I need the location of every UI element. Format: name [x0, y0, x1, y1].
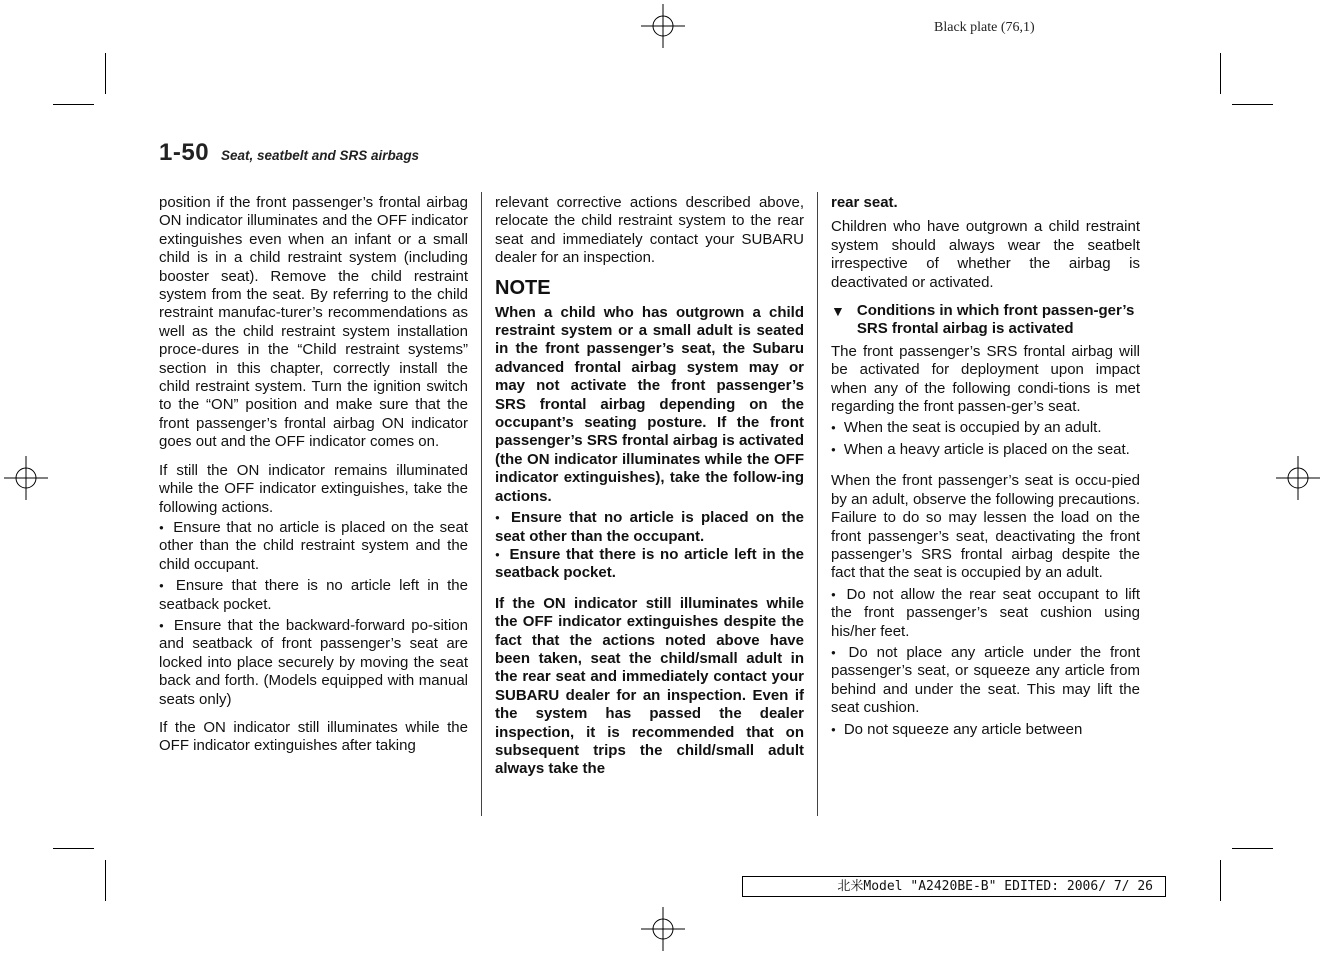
bullet-item: ● Ensure that there is no article left in the seatback pocket. [159, 577, 468, 614]
page-number: 1-50 [159, 139, 210, 166]
edition-footer: 北米Model "A2420BE-B" EDITED: 2006/ 7/ 26 [742, 876, 1166, 897]
paragraph: Children who have outgrown a child restraint system should always wear the seatbelt irrespective of whether the airbag is deactivated or activated. [831, 218, 1140, 291]
triangle-down-icon: ▼ [831, 303, 845, 320]
bullet-item: ● When the seat is occupied by an adult. [831, 419, 1140, 437]
note-bullet-item: ● Ensure that there is no article left in the seatback pocket. [495, 546, 804, 583]
crop-mark [105, 860, 106, 901]
crop-mark [1232, 104, 1273, 105]
bullet-item: ● Do not squeeze any article between [831, 721, 1140, 739]
crop-mark [1220, 860, 1221, 901]
bullet-item: ● When a heavy article is placed on the seat. [831, 441, 1140, 459]
registration-mark-top [641, 4, 685, 48]
column-2 [495, 194, 804, 779]
registration-mark-bottom [641, 907, 685, 951]
subsection-heading-text: Conditions in which front passen-ger’s SRS frontal airbag is activated [856, 302, 1135, 338]
subsection-heading [831, 302, 1140, 339]
plate-label: Black plate (76,1) [934, 20, 1035, 35]
crop-mark [105, 53, 106, 94]
note-paragraph: When a child who has outgrown a child restraint system or a small adult is seated in the front passenger’s seat, the Subaru advanced frontal airbag system may or may not activate the front passenger’s SRS frontal airbag depending on the occupant’s seating posture. If the front passenger’s SRS frontal airbag is activated (the ON indicator illuminates while the OFF indicator extinguishes), take the follow-ing actions. [495, 303, 804, 505]
bullet-item: ● Do not place any article under the front passenger’s seat, or squeeze any article from behind and under the seat. This may lift the seat cushion. [831, 644, 1140, 718]
paragraph: position if the front passenger’s frontal airbag ON indicator illuminates and the OFF indicator extinguishes even when an infant or a small child is in a child restraint system (including booster seat). Remove the child restraint system from the seat. By referring to the child restraint manufac-turer’s recommendations as well as the child restraint system installation proce-dures in the “Child restraint systems” section in this chapter, correctly install the child restraint system. Turn the ignition switch to the “ON” position and make sure that the front passenger’s frontal airbag ON indicator goes out and the OFF indicator comes on. [159, 194, 468, 451]
column-divider [481, 192, 482, 816]
crop-mark [53, 104, 94, 105]
note-heading: NOTE [495, 276, 551, 299]
paragraph: If the ON indicator still illuminates while the OFF indicator extinguishes after taking [159, 718, 468, 755]
paragraph: relevant corrective actions described above, relocate the child restraint system to the rear seat and immediately contact your SUBARU dealer for an inspection. [495, 194, 804, 267]
registration-mark-right [1276, 456, 1320, 500]
note-paragraph: If the ON indicator still illuminates while the OFF indicator extinguishes despite the fact that the actions noted above have been taken, seat the child/small adult in the rear seat and immediately contact your SUBARU dealer for an inspection. Even if the system has passed the dealer inspection, it is recommended that on subsequent trips the child/small adult always take the [495, 594, 804, 778]
column-divider [817, 192, 818, 816]
crop-mark [1232, 848, 1273, 849]
paragraph: If still the ON indicator remains illuminated while the OFF indicator extinguishes, take the following actions. [159, 461, 468, 516]
registration-mark-left [4, 456, 48, 500]
paragraph: When the front passenger’s seat is occu-pied by an adult, observe the following precautions. Failure to do so may lessen the load on the front passenger’s seat, deactivating the front passenger’s SRS frontal airbag despite the fact that the seat is occupied by an adult. [831, 472, 1140, 582]
section-title: Seat, seatbelt and SRS airbags [221, 148, 420, 163]
crop-mark [1220, 53, 1221, 94]
bullet-item: ● Ensure that no article is placed on the seat other than the child restraint system and the child occupant. [159, 519, 468, 574]
paragraph: The front passenger’s SRS frontal airbag will be activated for deployment upon impact when any of the following condi-tions is met regarding the front passen-ger’s seat. [831, 342, 1140, 416]
column-3 [831, 194, 1140, 739]
bullet-item: ● Do not allow the rear seat occupant to lift the front passenger’s seat cushion using his/her feet. [831, 586, 1140, 641]
note-bullet-item: ● Ensure that no article is placed on the seat other than the occupant. [495, 509, 804, 546]
bullet-item: ● Ensure that the backward-forward po-sition and seatback of front passenger’s seat are locked into place securely by moving the seat back and forth. (Models equipped with manual seats only) [159, 617, 468, 709]
crop-mark [53, 848, 94, 849]
column-1 [159, 194, 468, 756]
paragraph: rear seat. [831, 194, 898, 211]
